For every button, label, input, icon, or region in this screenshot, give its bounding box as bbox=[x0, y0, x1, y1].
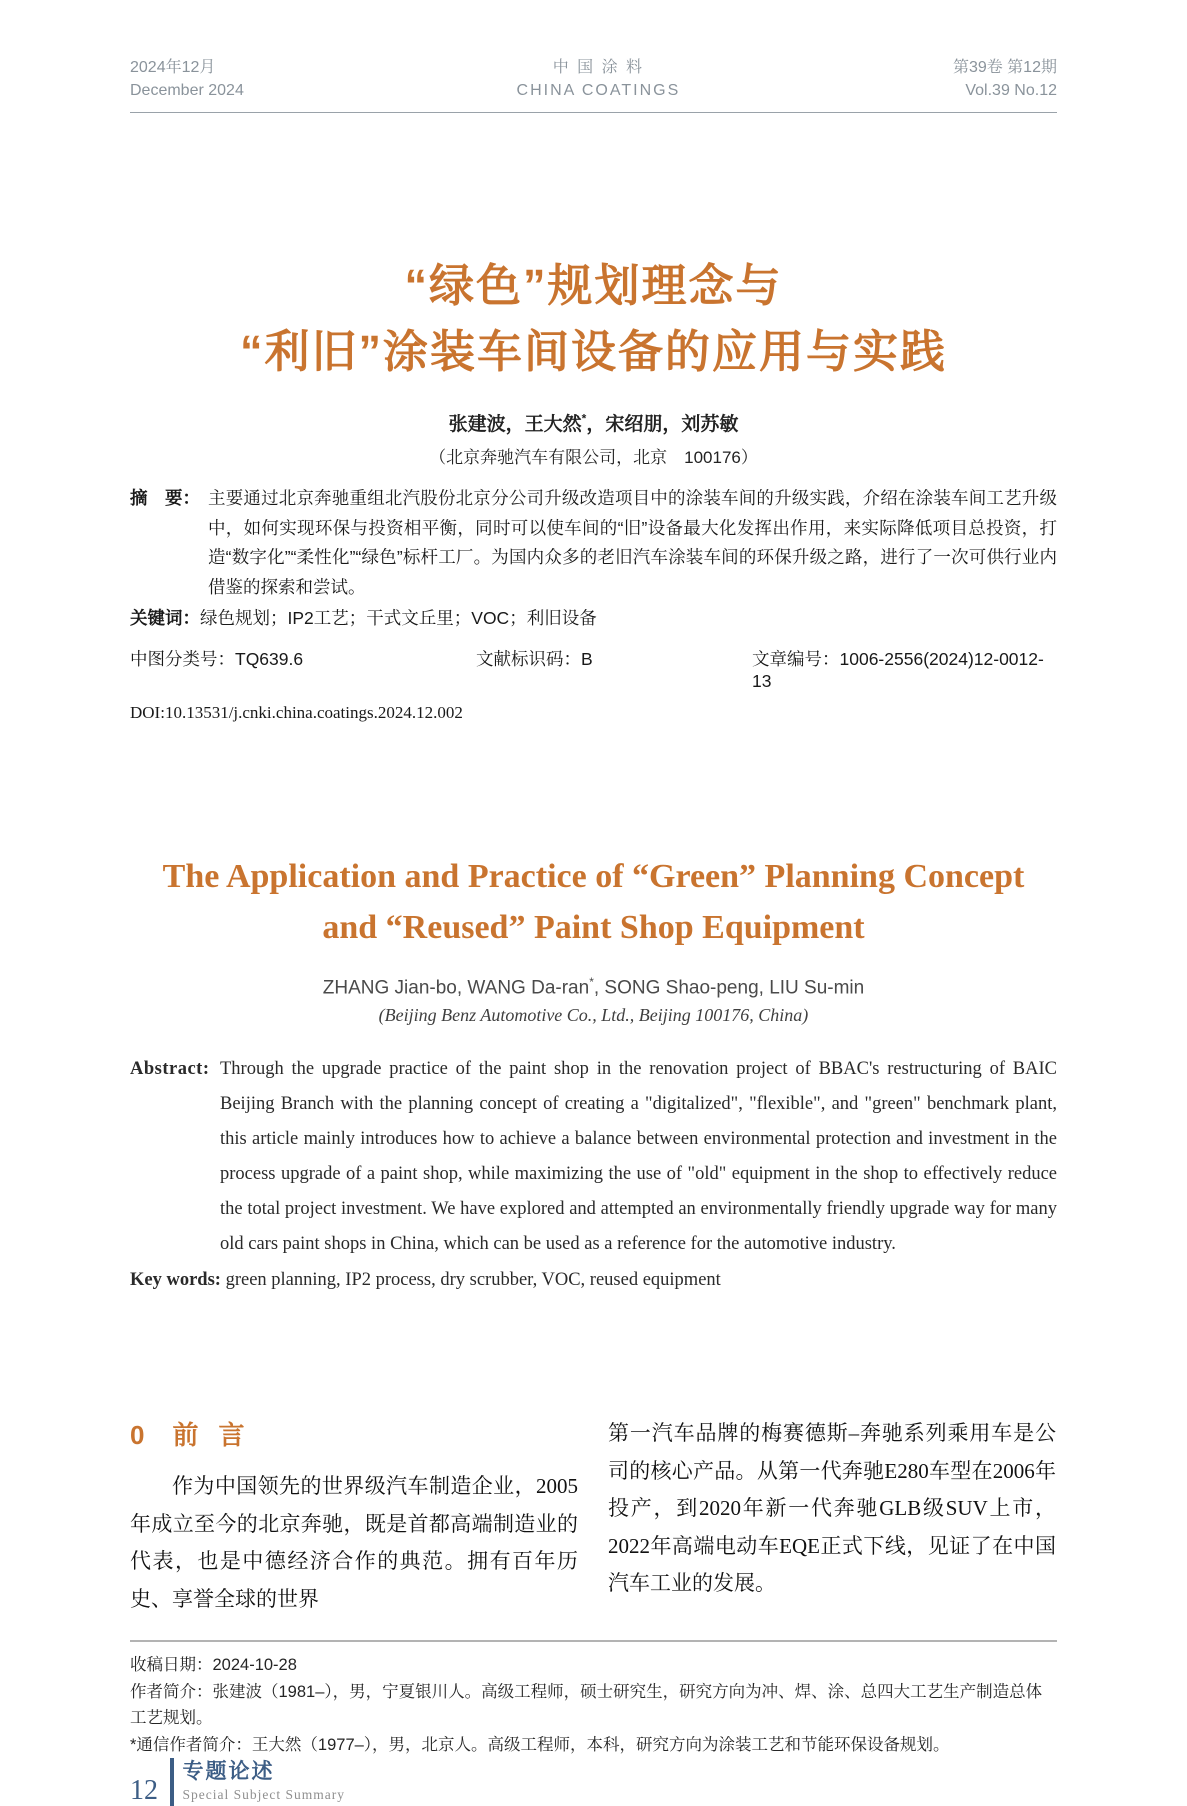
document-code bbox=[476, 646, 752, 692]
keywords-zh-text: 绿色规划；IP2工艺；干式文丘里；VOC；利旧设备 bbox=[200, 608, 597, 628]
authors-zh bbox=[130, 409, 1057, 436]
article-id bbox=[752, 646, 1057, 692]
abstract-en bbox=[130, 1052, 1057, 1262]
document-code-label: 文献标识码： bbox=[476, 649, 581, 669]
header-date-zh: 2024年12月 bbox=[130, 59, 216, 76]
abstract-en-text: Through the upgrade practice of the paint shop in the renovation project of BBAC's restructuring of BAIC Beijing Branch with the planning concept of creating a "digitalized", "flexible", and "green" benchmark plant, this article mainly introduces how to achieve a balance between environmental protection and investment in the process upgrade of a paint shop, while maximizing the use of "old" equipment in the shop to effectively reduce the total project investment. We have explored and attempted an environmentally friendly upgrade way for many old cars paint shops in China, which can be used as a reference for the automotive industry. bbox=[220, 1059, 1057, 1255]
footer-divider-bar bbox=[170, 1758, 174, 1806]
article-id-label: 文章编号： bbox=[752, 649, 840, 669]
affiliation-zh: （北京奔驰汽车有限公司，北京 100176） bbox=[429, 448, 758, 467]
keywords-en bbox=[130, 1263, 1057, 1297]
header-date-en: December 2024 bbox=[130, 82, 244, 99]
footnote-corresponding-author: *通信作者简介：王大然（1977–），男，北京人。高级工程师，本科，研究方向为涂装工艺和节能环保设备规划。 bbox=[130, 1735, 950, 1754]
body-paragraph-right: 第一汽车品牌的梅赛德斯–奔驰系列乘用车是公司的核心产品。从第一代奔驰E280车型在2006年投产，到2020年新一代奔驰GLB级SUV上市，2022年高端电动车EQE正式下线，见证了在中国汽车工业的发展。 bbox=[608, 1421, 1056, 1596]
authors-en bbox=[130, 975, 1057, 999]
article-title-en bbox=[130, 851, 1057, 953]
header-issue bbox=[953, 56, 1057, 102]
affiliation-en: (Beijing Benz Automotive Co., Ltd., Beijing 100176, China) bbox=[378, 1005, 809, 1026]
article-title-zh-line1: “绿色”规划理念与 bbox=[404, 260, 783, 311]
footer-column-en: Special Subject Summary bbox=[182, 1787, 345, 1803]
header-issue-en: Vol.39 No.12 bbox=[965, 82, 1057, 99]
clc-label: 中图分类号： bbox=[130, 649, 235, 669]
header-issue-zh: 第39卷 第12期 bbox=[952, 59, 1057, 76]
abstract-en-label: Abstract: bbox=[130, 1059, 210, 1080]
abstract-zh-label: 摘 要： bbox=[130, 488, 200, 508]
article-title-zh-line2: “利旧”涂装车间设备的应用与实践 bbox=[239, 326, 947, 377]
header-journal-zh: 中 国 涂 料 bbox=[552, 59, 645, 76]
body-paragraph-left: 作为中国领先的世界级汽车制造企业，2005年成立至今的北京奔驰，既是首都高端制造业的代表，也是中德经济合作的典范。拥有百年历史、享誉全球的世界 bbox=[130, 1474, 578, 1611]
authors-en-names-rest: , SONG Shao-peng, LIU Su-min bbox=[593, 977, 865, 999]
body-column-left bbox=[130, 1415, 578, 1618]
keywords-en-text: green planning, IP2 process, dry scrubber, VOC, reused equipment bbox=[225, 1270, 721, 1291]
abstract-zh-text: 主要通过北京奔驰重组北汽股份北京分公司升级改造项目中的涂装车间的升级实践，介绍在涂装车间工艺升级中，如何实现环保与投资相平衡，同时可以使车间的“旧”设备最大化发挥出作用，来实际降低项目总投资，打造“数字化”“柔性化”“绿色”标杆工厂。为国内众多的老旧汽车涂装车间的环保升级之路，进行了一次可供行业内借鉴的探索和尝试。 bbox=[208, 488, 1057, 597]
section-title: 前言 bbox=[172, 1420, 265, 1451]
page-footer bbox=[130, 1758, 1057, 1806]
section-heading bbox=[130, 1415, 578, 1452]
authors-zh-names: 张建波，王大然 bbox=[448, 414, 582, 435]
clc-value: TQ639.6 bbox=[235, 649, 304, 669]
journal-header bbox=[130, 0, 1057, 113]
doi-line: DOI:10.13531/j.cnki.china.coatings.2024.12.002 bbox=[130, 703, 463, 722]
article-title-zh bbox=[130, 253, 1057, 385]
body-column-right bbox=[608, 1415, 1056, 1618]
article-id-value: 1006-2556(2024)12-0012-13 bbox=[752, 649, 1044, 691]
article-meta-row bbox=[130, 646, 1057, 692]
footnotes bbox=[130, 1642, 1057, 1758]
authors-en-names: ZHANG Jian-bo, WANG Da-ran bbox=[322, 977, 590, 999]
clc-number bbox=[130, 646, 476, 692]
header-journal-name bbox=[517, 56, 681, 102]
article-title-en-line1: The Application and Practice of “Green” Planning Concept bbox=[162, 858, 1025, 895]
footer-column-name bbox=[183, 1759, 345, 1805]
corresponding-author-mark: * bbox=[581, 411, 587, 426]
keywords-zh bbox=[130, 604, 1057, 633]
footnote-received-date: 收稿日期：2024-10-28 bbox=[130, 1656, 297, 1675]
abstract-zh bbox=[130, 484, 1057, 602]
corresponding-author-mark-en: * bbox=[589, 975, 594, 989]
section-number: 0 bbox=[130, 1420, 145, 1451]
header-date bbox=[130, 56, 244, 102]
document-code-value: B bbox=[581, 649, 593, 669]
body-columns bbox=[130, 1415, 1057, 1618]
page-number: 12 bbox=[130, 1775, 158, 1806]
authors-zh-names-rest: ，宋绍朋，刘苏敏 bbox=[586, 414, 739, 435]
footnote-author-bio: 作者简介：张建波（1981–），男，宁夏银川人。高级工程师，硕士研究生，研究方向为冲、焊、涂、总四大工艺生产制造总体工艺规划。 bbox=[130, 1682, 1043, 1728]
footer-column-zh: 专题论述 bbox=[182, 1760, 275, 1784]
article-title-en-line2: and “Reused” Paint Shop Equipment bbox=[322, 909, 865, 946]
header-journal-en: CHINA COATINGS bbox=[516, 82, 681, 99]
keywords-zh-label: 关键词： bbox=[130, 608, 200, 628]
keywords-en-label: Key words: bbox=[130, 1270, 221, 1291]
